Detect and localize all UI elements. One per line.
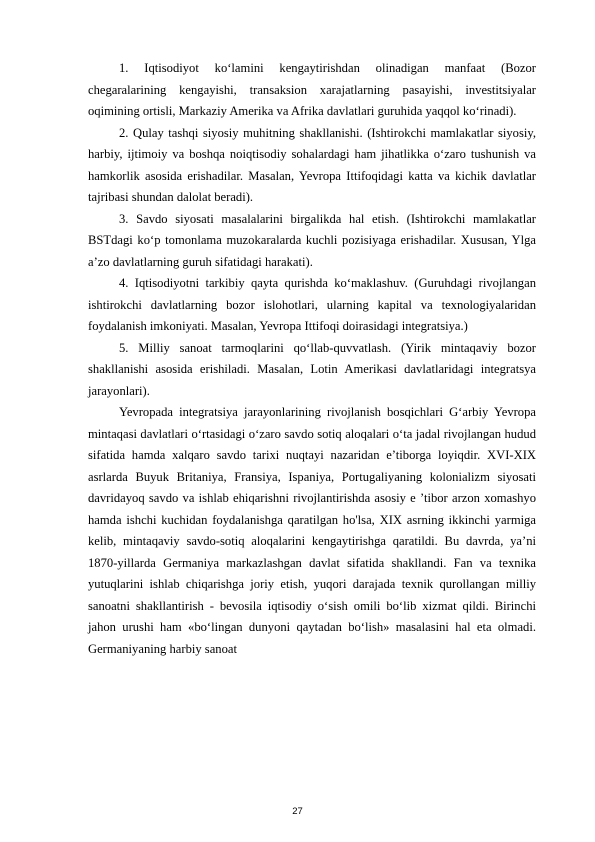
- paragraph-6: Yevropada integratsiya jarayonlarining rivojlanish bosqichlari G‘arbiy Yevropa mintaqasi davlatlari o‘rtasidagi o‘zaro savdo sotiq aloqalari o‘ta jadal rivojlangan hudud sifatida hamda xalqaro savdo tarixi nuqtayi nazaridan e’tiborga loyiqdir. XVI-XIX asrlarda Buyuk Britaniya, Fransiya, Ispaniya, Portugaliyaning kolonializm siyosati davridayoq savdo va ishlab ehiqarishni rivojlantirishda asosiy e ’tibor arzon xomashyo hamda ishchi kuchidan foydalanishga qaratilgan ho'lsa, XIX asrning ikkinchi yarmiga kelib, mintaqaviy savdo-sotiq aloqalarini kengaytirishga qaratildi. Bu davrda, ya’ni 1870-yillarda Germaniya markazlashgan davlat sifatida shakllandi. Fan va texnika yutuqlarini ishlab chiqarishga joriy etish, yuqori darajada texnik qurollangan milliy sanoatni shakllantirish - bevosila iqtisodiy o‘sish omili bo‘lib xizmat qildi. Birinchi jahon urushi ham «bo‘lingan dunyoni qaytadan bo‘lish» masalasini hal eta olmadi. Germaniyaning harbiy sanoat: [88, 405, 536, 656]
- paragraph-3: 3. Savdo siyosati masalalarini birgalikda hal etish. (Ishtirokchi mamlakatlar BSTdagi ko‘p tomonlama muzokaralarda kuchli pozisiyaga erishadilar. Xususan, Ylga a’zo davlatlarning guruh sifatidagi harakati).: [88, 211, 536, 269]
- paragraph-4: 4. Iqtisodiyotni tarkibiy qayta qurishda ko‘maklashuv. (Guruhdagi rivojlangan ishtirokchi davlatlarning bozor islohotlari, ularning kapital va texnologiyalaridan foydalanish imkoniyati. Masalan, Yevropa Ittifoqi doirasidagi integratsiya.): [88, 276, 536, 333]
- page-number: 27: [292, 806, 303, 817]
- paragraph-2: 2. Qulay tashqi siyosiy muhitning shakllanishi. (Ishtirokchi mamlakatlar siyosiy, harbiy, ijtimoiy va boshqa noiqtisodiy sohalardagi ham jihatlikka o‘zaro tushunish va hamkorlik asosida erishadilar. Masalan, Yevropa Ittifoqidagi katta va kichik davlatlar tajribasi shundan dalolat beradi).: [88, 125, 536, 204]
- paragraph-5: 5. Milliy sanoat tarmoqlarini qo‘llab-quvvatlash. (Yirik mintaqaviy bozor shakllanishi asosida erishiladi. Masalan, Lotin Amerikasi davlatlaridagi integratsya jarayonlari).: [88, 340, 536, 398]
- document-body: [88, 58, 536, 660]
- paragraph-1: 1. Iqtisodiyot ko‘lamini kengaytirishdan olinadigan manfaat (Bozor chegaralarining kengayishi, transaksion xarajatlarning pasayishi, investitsiyalar oqimining ortisli, Markaziy Amerika va Afrika davlatlari guruhida yaqqol ko‘rinadi).: [88, 61, 536, 118]
